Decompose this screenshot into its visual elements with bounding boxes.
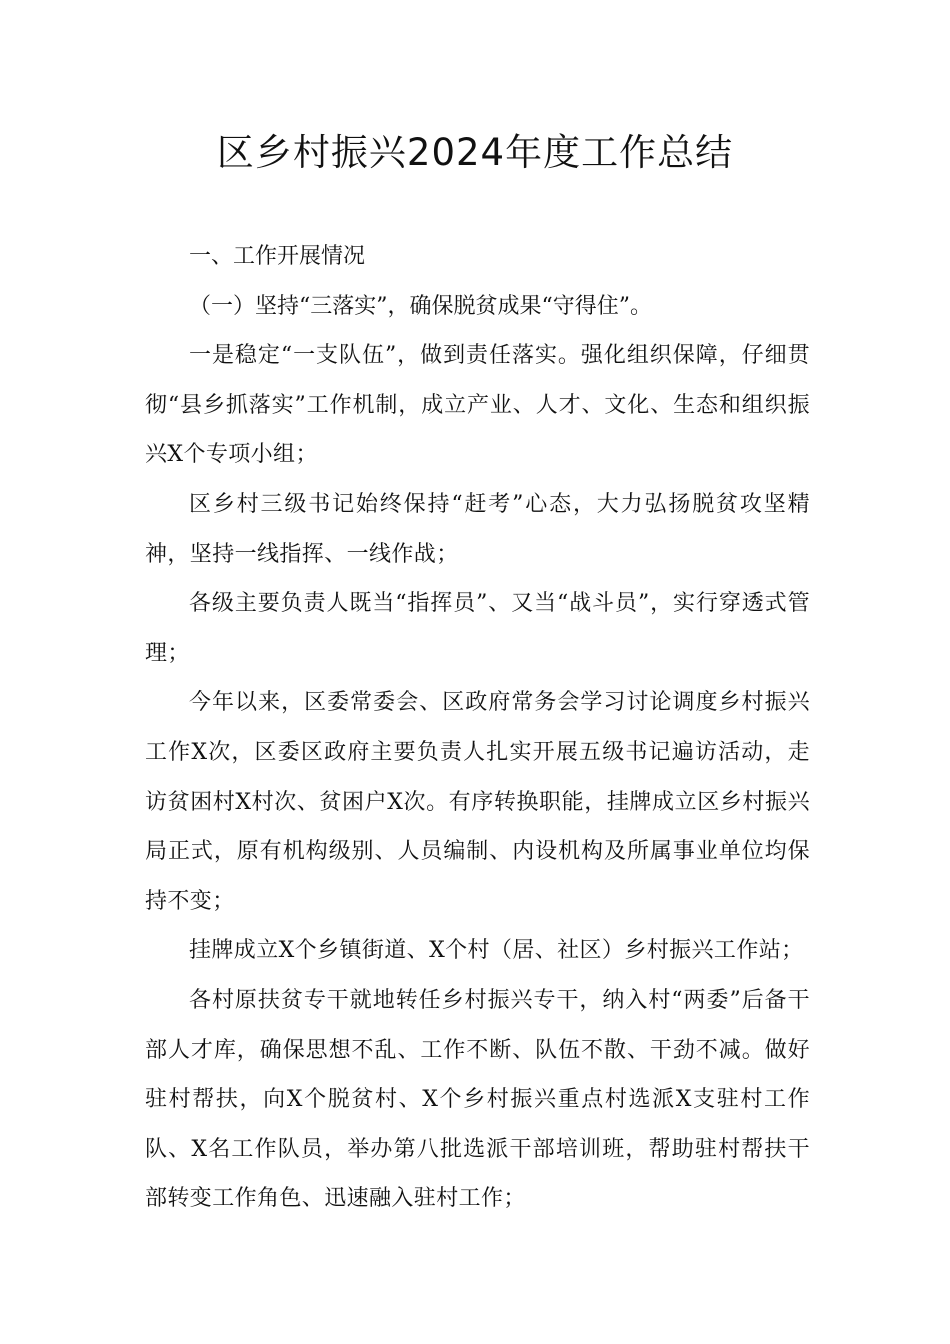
paragraph: 今年以来，区委常委会、区政府常务会学习讨论调度乡村振兴工作X次，区委区政府主要负责人扎实开展五级书记遍访活动，走访贫困村X村次、贫困户X次。有序转换职能，挂牌成立区乡村振兴局正式，原有机构级别、人员编制、内设机构及所属事业单位均保持不变； [145,690,810,914]
document-title: 区乡村振兴2024年度工作总结 [216,131,734,174]
sub-heading: （一）坚持“三落实”，确保脱贫成果“守得住”。 [189,293,652,319]
document-body [145,232,810,1224]
paragraph: 区乡村三级书记始终保持“赶考”心态，大力弘扬脱贫攻坚精神，坚持一线指挥、一线作战； [145,491,810,567]
section-heading: 一、工作开展情况 [189,244,366,269]
paragraph: 挂牌成立X个乡镇街道、X个村（居、社区）乡村振兴工作站； [189,938,804,964]
paragraph: 一是稳定“一支队伍”，做到责任落实。强化组织保障，仔细贯彻“县乡抓落实”工作机制，成立产业、人才、文化、生态和组织振兴X个专项小组； [145,343,810,468]
paragraph: 各村原扶贫专干就地转任乡村振兴专干，纳入村“两委”后备干部人才库，确保思想不乱、工作不断、队伍不散、干劲不减。做好驻村帮扶，向X个脱贫村、X个乡村振兴重点村选派X支驻村工作队、X名工作队员，举办第八批选派干部培训班，帮助驻村帮扶干部转变工作角色、迅速融入驻村工作； [145,987,810,1212]
paragraph: 各级主要负责人既当“指挥员”、又当“战斗员”，实行穿透式管理； [145,591,810,666]
